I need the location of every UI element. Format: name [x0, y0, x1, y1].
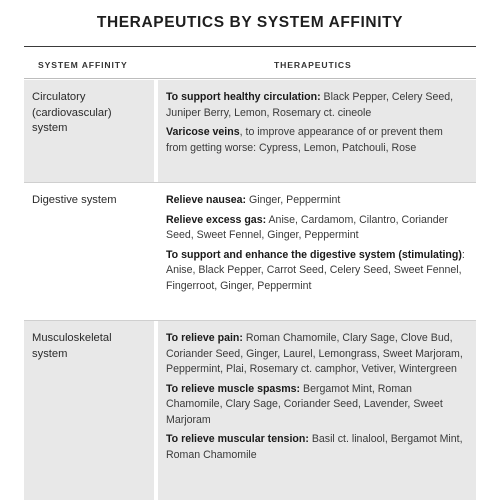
entry-text: Black Pepper, Celery Seed, Juniper Berry, Lemon, Rosemary ct. cineole: [166, 91, 454, 119]
entry-heading: Relieve nausea:: [166, 194, 247, 206]
entry-text: : Anise, Black Pepper, Carrot Seed, Celery Seed, Sweet Fennel, Fingerroot, Ginger, Peppermint: [166, 248, 465, 292]
entry-text: Ginger, Peppermint: [246, 194, 341, 206]
column-header-therapeutics: THERAPEUTICS: [274, 60, 352, 70]
table-row-digestive: [24, 183, 476, 320]
therapeutic-entry: [166, 125, 466, 156]
header-rule: [24, 78, 476, 79]
entry-text: Bergamot Mint, Roman Chamomile, Clary Sage, Coriander Seed, Lavender, Sweet Marjoram: [166, 382, 443, 426]
therapeutic-entry: [166, 331, 466, 378]
therapeutics-cell: [166, 331, 466, 467]
top-rule: [24, 46, 476, 47]
therapeutics-cell: [166, 193, 466, 298]
table-header: [24, 56, 476, 74]
therapeutic-entry: [166, 432, 466, 463]
therapeutic-entry: [166, 213, 466, 244]
table-row-musculoskeletal: [24, 321, 476, 500]
entry-heading: To relieve muscular tension:: [166, 433, 309, 445]
entry-heading: Relieve excess gas:: [166, 213, 267, 226]
entry-heading: To support and enhance the digestive system (stimulating): [166, 248, 462, 261]
column-header-system-affinity: SYSTEM AFFINITY: [38, 60, 128, 70]
therapeutic-entry: [166, 193, 466, 209]
therapeutic-entry: [166, 248, 466, 295]
table-body: [24, 80, 476, 500]
therapeutics-cell: [166, 90, 466, 160]
page-title: THERAPEUTICS BY SYSTEM AFFINITY: [96, 14, 404, 31]
entry-text: Roman Chamomile, Clary Sage, Clove Bud, Coriander Seed, Ginger, Laurel, Lemongrass, Sweet Marjoram, Peppermint, Plai, Rosemary ct. camphor, Vetiver, Wintergreen: [166, 332, 463, 375]
entry-heading: To relieve pain:: [166, 332, 243, 344]
entry-heading: To relieve muscle spasms:: [166, 382, 301, 395]
system-affinity-cell: Musculoskeletal system: [32, 332, 112, 360]
therapeutic-entry: [166, 90, 466, 121]
entry-heading: To support healthy circulation:: [166, 91, 321, 103]
entry-text: Basil ct. linalool, Bergamot Mint, Roman Chamomile: [166, 433, 463, 461]
entry-text: , to improve appearance of or prevent them from getting worse: Cypress, Lemon, Patchouli, Rose: [166, 126, 443, 154]
entry-text: Anise, Cardamom, Cilantro, Coriander Seed, Sweet Fennel, Ginger, Peppermint: [166, 213, 449, 241]
therapeutic-entry: [166, 382, 466, 429]
entry-heading: Varicose veins: [166, 126, 240, 138]
system-affinity-cell: Digestive system: [32, 194, 117, 206]
system-affinity-cell: Circulatory (cardiovascular) system: [32, 91, 112, 134]
table-row-circulatory: [24, 80, 476, 182]
